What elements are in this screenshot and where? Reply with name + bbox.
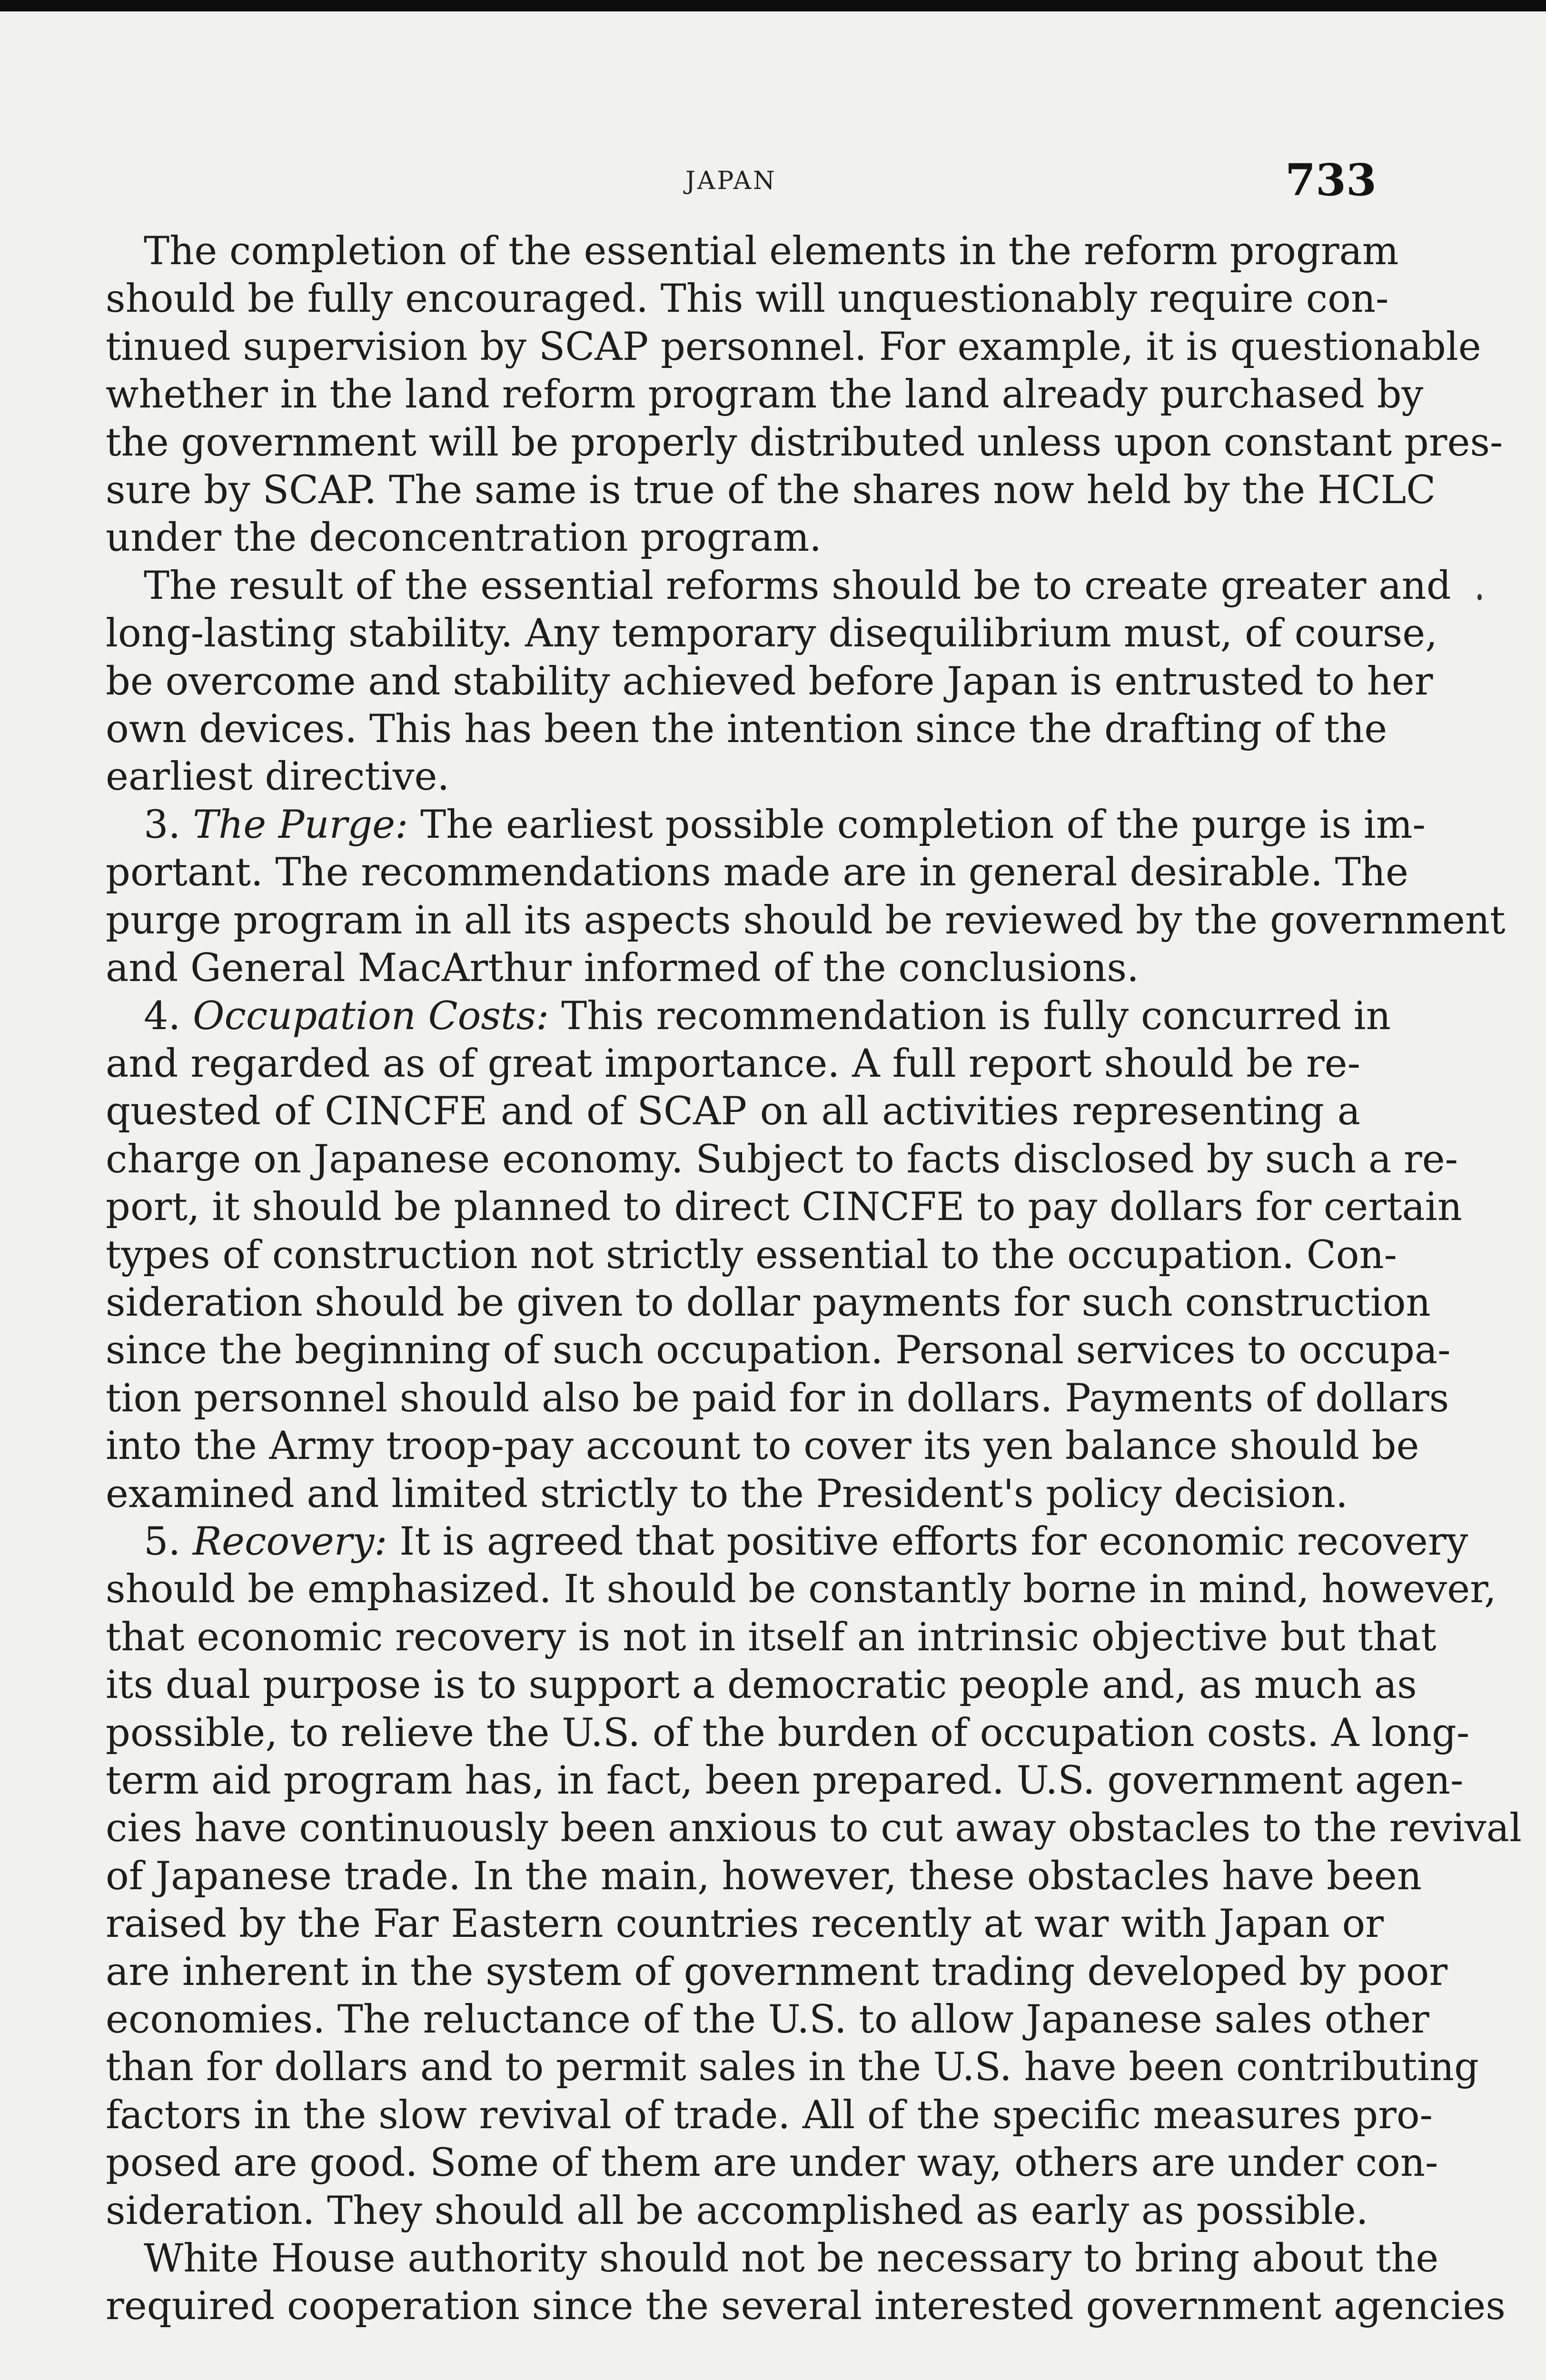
text-line: raised by the Far Eastern countries recently at war with Japan or: [106, 1902, 1384, 1947]
text-line: whether in the land reform program the land already purchased by: [106, 372, 1424, 417]
text-line: portant. The recommendations made are in general desirable. The: [106, 850, 1408, 895]
text-line: The completion of the essential elements in the reform program: [144, 229, 1399, 274]
text-line: earliest directive.: [106, 754, 450, 800]
item-number: 4.: [144, 993, 181, 1039]
text-line: sideration should be given to dollar payments for such construction: [106, 1280, 1431, 1325]
text-line: posed are good. Some of them are under way, others are under con-: [106, 2141, 1438, 2186]
body-text: [106, 228, 1522, 2330]
text-line: factors in the slow revival of trade. All of the specific measures pro-: [106, 2092, 1433, 2138]
text-line: purge program in all its aspects should be reviewed by the government: [106, 898, 1506, 943]
text-line: types of construction not strictly essential to the occupation. Con-: [106, 1232, 1397, 1278]
text-line: cies have continuously been anxious to cut away obstacles to the revival: [106, 1806, 1522, 1851]
text-line: of Japanese trade. In the main, however, these obstacles have been: [106, 1854, 1422, 1899]
text-line: should be fully encouraged. This will unquestionably require con-: [106, 277, 1389, 322]
scan-top-border: [0, 0, 1546, 11]
text-line: into the Army troop-pay account to cover its yen balance should be: [106, 1424, 1419, 1469]
text-line: examined and limited strictly to the President's policy decision.: [106, 1471, 1348, 1517]
text-line: are inherent in the system of government trading developed by poor: [106, 1949, 1448, 1994]
text-line: since the beginning of such occupation. Personal services to occupa-: [106, 1328, 1451, 1373]
page-number: 733: [1285, 154, 1377, 206]
text-line: possible, to relieve the U.S. of the burden of occupation costs. A long-: [106, 1710, 1470, 1755]
text-line: its dual purpose is to support a democratic people and, as much as: [106, 1663, 1417, 1708]
text-line: port, it should be planned to direct CINCFE to pay dollars for certain: [106, 1185, 1462, 1230]
item-number: 5.: [144, 1519, 181, 1564]
text-line: that economic recovery is not in itself an intrinsic objective but that: [106, 1615, 1437, 1660]
text-line-recovery: [106, 1518, 1468, 1566]
item-number: 3.: [144, 802, 181, 847]
text-line: sure by SCAP. The same is true of the shares now held by the HCLC: [106, 468, 1436, 513]
text-line: the government will be properly distributed unless upon constant pres-: [106, 420, 1503, 465]
text-run: It is agreed that positive efforts for economic recovery: [387, 1519, 1468, 1564]
text-line: tinued supervision by SCAP personnel. For example, it is questionable: [106, 324, 1481, 369]
text-line: and General MacArthur informed of the conclusions.: [106, 946, 1139, 991]
text-line-costs: [106, 992, 1391, 1040]
text-line: quested of CINCFE and of SCAP on all activities representing a: [106, 1089, 1360, 1134]
text-line: long-lasting stability. Any temporary disequilibrium must, of course,: [106, 611, 1437, 656]
text-line: be overcome and stability achieved before Japan is entrusted to her: [106, 659, 1433, 704]
text-run: The earliest possible completion of the purge is im-: [408, 802, 1426, 847]
text-line: than for dollars and to permit sales in the U.S. have been contributing: [106, 2045, 1479, 2090]
text-line-purge: [106, 801, 1426, 849]
text-line: sideration. They should all be accomplished as early as possible.: [106, 2188, 1368, 2233]
text-line: term aid program has, in fact, been prepared. U.S. government agen-: [106, 1758, 1464, 1803]
text-line: required cooperation since the several interested government agencies: [106, 2284, 1506, 2329]
text-line: should be emphasized. It should be constantly borne in mind, however,: [106, 1567, 1496, 1612]
text-run: This recommendation is fully concurred in: [549, 993, 1391, 1039]
section-heading-costs: Occupation Costs:: [193, 993, 549, 1039]
text-line: tion personnel should also be paid for in dollars. Payments of dollars: [106, 1376, 1449, 1421]
running-head: JAPAN: [685, 167, 777, 195]
text-line: economies. The reluctance of the U.S. to allow Japanese sales other: [106, 1997, 1429, 2043]
text-line: and regarded as of great importance. A full report should be re-: [106, 1041, 1360, 1086]
text-line: The result of the essential reforms should be to create greater and: [144, 563, 1451, 608]
text-line: own devices. This has been the intention since the drafting of the: [106, 707, 1387, 752]
text-line: White House authority should not be necessary to bring about the: [144, 2236, 1439, 2281]
section-heading-purge: The Purge:: [193, 802, 408, 847]
text-line: under the deconcentration program.: [106, 516, 822, 561]
text-line: charge on Japanese economy. Subject to facts disclosed by such a re-: [106, 1137, 1458, 1182]
scan-speck: [1477, 594, 1482, 600]
section-heading-recovery: Recovery:: [193, 1519, 387, 1564]
